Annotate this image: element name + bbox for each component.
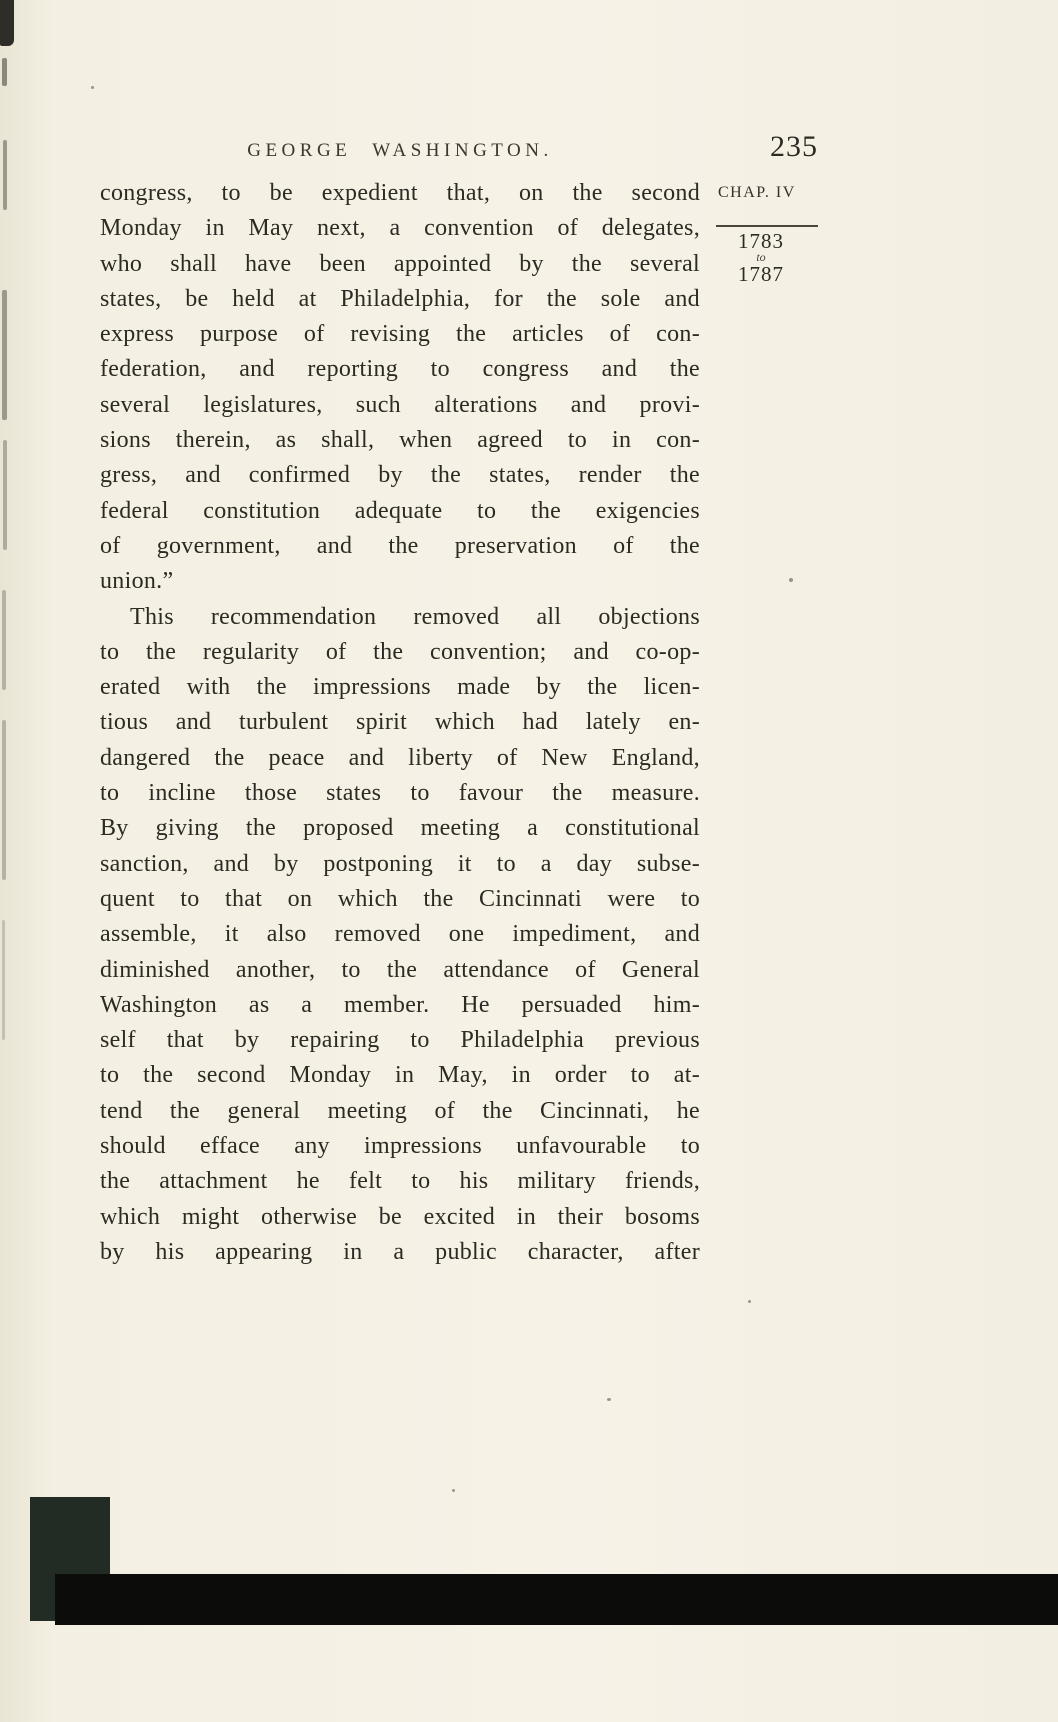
paper-speck [91, 86, 94, 89]
paper-speck [789, 578, 793, 582]
binding-edge-mark [2, 720, 6, 880]
text-line: dangered the peace and liberty of New England, [100, 744, 700, 771]
binding-edge-mark [3, 140, 7, 210]
text-line: federation, and reporting to congress and the [100, 356, 700, 383]
text-line: gress, and confirmed by the states, render the [100, 462, 700, 489]
text-line: the attachment he felt to his military friends, [100, 1168, 700, 1195]
margin-chapter-label: CHAP. IV [718, 184, 796, 201]
binding-edge-mark [2, 290, 7, 420]
running-header: GEORGE WASHINGTON. [247, 140, 553, 161]
text-line: union.” [100, 568, 174, 595]
text-line: which might otherwise be excited in their bosoms [100, 1203, 700, 1230]
margin-year-end: 1787 [738, 262, 784, 286]
text-line: sanction, and by postponing it to a day subse- [100, 850, 700, 877]
binding-edge-mark [2, 58, 7, 86]
text-line: to the second Monday in May, in order to at- [100, 1062, 700, 1089]
text-line: Washington as a member. He persuaded him- [100, 991, 700, 1018]
text-line: who shall have been appointed by the several [100, 250, 700, 277]
text-line: Monday in May next, a convention of delegates, [100, 215, 700, 242]
paper-speck [607, 1398, 611, 1401]
body-text [100, 176, 700, 1270]
binding-corner-mark [0, 0, 14, 46]
binding-edge-mark [2, 920, 5, 1040]
text-line: several legislatures, such alterations and provi- [100, 391, 700, 418]
text-line: tious and turbulent spirit which had lately en- [100, 709, 700, 736]
margin-year-to: to [756, 250, 766, 264]
text-line: states, be held at Philadelphia, for the sole and [100, 285, 700, 312]
text-line: to incline those states to favour the measure. [100, 780, 700, 807]
text-line: congress, to be expedient that, on the second [100, 180, 700, 206]
text-line: to the regularity of the convention; and co-op- [100, 638, 700, 665]
text-line: of government, and the preservation of the [100, 532, 700, 559]
text-line: express purpose of revising the articles of con- [100, 321, 700, 348]
margin-year-start: 1783 [738, 229, 784, 253]
text-line: diminished another, to the attendance of General [100, 956, 700, 983]
text-line: tend the general meeting of the Cincinnati, he [100, 1097, 700, 1124]
page-number: 235 [770, 130, 818, 163]
text-line: by his appearing in a public character, after [100, 1238, 700, 1265]
paper-speck [452, 1489, 455, 1492]
scan-edge-bar [55, 1574, 1058, 1625]
text-line: self that by repairing to Philadelphia previous [100, 1027, 700, 1054]
binding-edge-mark [3, 440, 7, 550]
paper-speck [748, 1300, 751, 1303]
text-line: federal constitution adequate to the exigencies [100, 497, 700, 524]
text-line: assemble, it also removed one impediment, and [100, 921, 700, 948]
text-line: should efface any impressions unfavourable to [100, 1133, 700, 1160]
margin-year-range [716, 230, 806, 285]
margin-rule [716, 225, 818, 227]
text-line: By giving the proposed meeting a constitutional [100, 815, 700, 842]
text-line: This recommendation removed all objections [130, 603, 700, 630]
text-line: erated with the impressions made by the licen- [100, 674, 700, 701]
text-line: sions therein, as shall, when agreed to in con- [100, 427, 700, 454]
binding-edge-mark [2, 590, 6, 690]
text-line: quent to that on which the Cincinnati were to [100, 885, 700, 912]
